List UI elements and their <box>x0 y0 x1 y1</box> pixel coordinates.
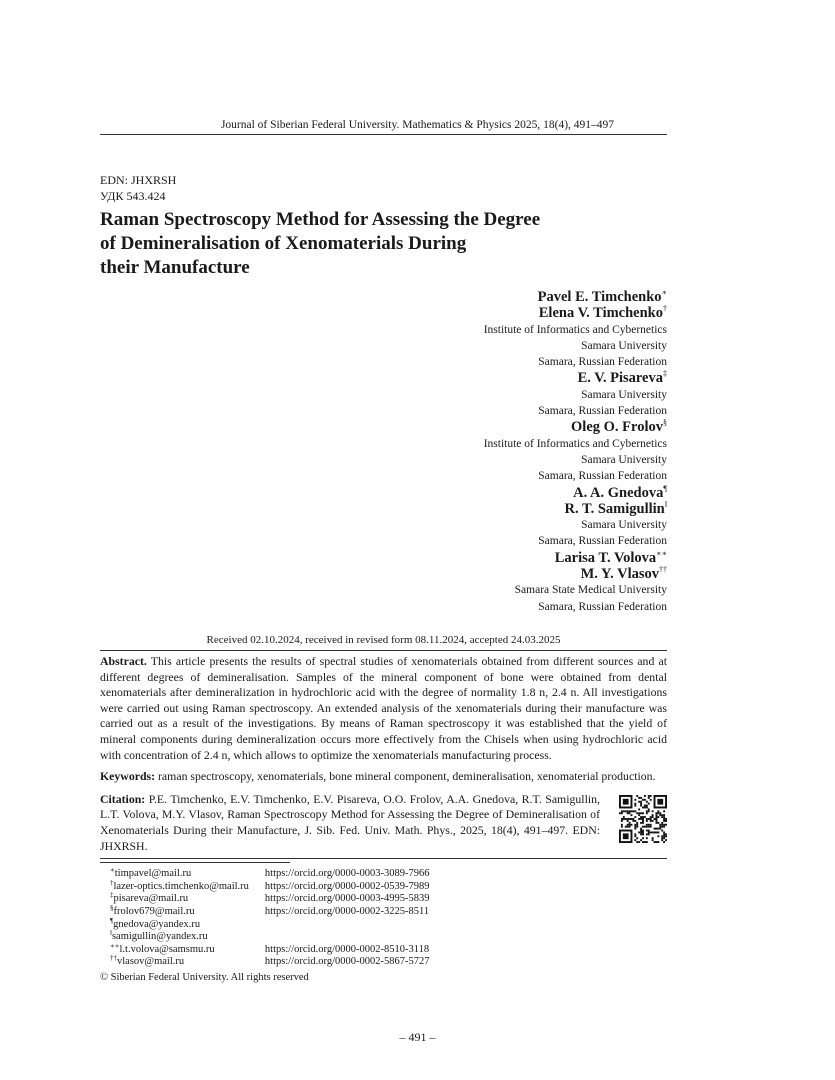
header-rule <box>100 134 667 135</box>
author-name <box>484 550 667 566</box>
received-dates: Received 02.10.2024, received in revised form 08.11.2024, accepted 24.03.2025 <box>206 634 561 646</box>
title-line: their Manufacture <box>100 257 250 278</box>
author-list <box>484 289 667 615</box>
footnote-mark: ‡ <box>663 369 667 379</box>
citation <box>100 792 600 854</box>
email-text[interactable]: lazer-optics.timchenko@mail.ru <box>113 880 249 892</box>
copyright: © Siberian Federal University. All rights reserved <box>100 971 309 983</box>
qr-code <box>619 795 667 843</box>
author-name <box>484 305 667 321</box>
footnote-mark: †† <box>659 565 667 575</box>
footnote-mark: ‡ <box>110 891 114 900</box>
page-number: – 491 – <box>399 1030 436 1044</box>
footnote-email[interactable] <box>110 878 249 894</box>
citation-rule <box>100 858 667 859</box>
orcid-link[interactable]: https://orcid.org/0000-0003-3089-7966 <box>264 868 430 880</box>
author-affiliation: Samara University <box>581 388 667 401</box>
footnote-email[interactable] <box>110 941 249 957</box>
keywords-text: raman spectroscopy, xenomaterials, bone mineral component, demineralisation, xenomaterial production. <box>158 769 656 784</box>
author-affiliation: Samara, Russian Federation <box>538 470 667 483</box>
author-name <box>484 289 667 305</box>
footnote-mark: ∗∗ <box>656 548 667 558</box>
footnotes <box>100 868 667 969</box>
footnote-mark: †† <box>110 954 117 963</box>
orcid-link[interactable]: https://orcid.org/0000-0002-5867-5727 <box>264 956 430 968</box>
author-name <box>484 485 667 501</box>
orcid-link[interactable] <box>265 931 430 944</box>
footnote-email[interactable] <box>110 956 249 969</box>
footnote-email[interactable] <box>110 931 249 944</box>
footnote-mark: ¶ <box>110 916 114 925</box>
footnote-mark: ‖ <box>664 499 667 509</box>
author-name-text: E. V. Pisareva <box>577 370 663 387</box>
abstract-text: This article presents the results of spectral studies of xenomaterials obtained from different sources and at different degrees of demineralisation. Samples of the mineral component of bone were obtained from dental xenomaterials after demineralization in hydrochloric acid with the degree of normality 1.8 n, 2.4 n. All investigations were carried out using Raman spectroscopy. An extended analysis of the xenomaterials during their manufacture was carried out as a result of the investigations. By means of Raman spectroscopy it was established that the yield of mineral components during demineralization occurs more effectively from the Chisels when using hydrochloric acid with concentration of 2.4 n, which allows to optimize the xenomaterials manufacturing process. <box>100 654 667 762</box>
orcid-link[interactable]: https://orcid.org/0000-0003-4995-5839 <box>264 893 430 905</box>
udk: УДК 543.424 <box>100 189 166 203</box>
email-text[interactable]: samigullin@yandex.ru <box>111 931 208 943</box>
author-name <box>484 501 667 517</box>
author-affiliation: Samara State Medical University <box>514 584 667 597</box>
author-name-text: M. Y. Vlasov <box>580 566 659 583</box>
author-name-text: Elena V. Timchenko <box>538 305 663 322</box>
author-name-text: Oleg O. Frolov <box>571 419 663 436</box>
author-affiliation: Institute of Informatics and Cybernetics <box>483 437 667 450</box>
email-text[interactable]: gnedova@yandex.ru <box>113 918 201 930</box>
author-affiliation: Samara University <box>581 453 667 466</box>
citation-label: Citation: <box>100 791 146 806</box>
keywords-label: Keywords: <box>100 769 156 784</box>
author-name-text: R. T. Samigullin <box>564 500 665 517</box>
author-name-text: Pavel E. Timchenko <box>537 289 662 305</box>
author-name-text: Larisa T. Volova <box>554 549 657 566</box>
edn: EDN: JHXRSH <box>100 173 177 187</box>
author-affiliation: Institute of Informatics and Cybernetics <box>483 323 667 336</box>
author-affiliation: Samara, Russian Federation <box>538 535 667 548</box>
footnote-mark: ¶ <box>663 483 667 493</box>
running-header: Journal of Siberian Federal University. Mathematics & Physics 2025, 18(4), 491–497 <box>220 119 615 131</box>
author-name <box>484 419 667 435</box>
abstract-label: Abstract. <box>100 654 147 668</box>
footnote-mark: ‖ <box>110 929 112 938</box>
title-line: Raman Spectroscopy Method for Assessing the Degree <box>100 209 541 230</box>
orcid-link[interactable]: https://orcid.org/0000-0002-8510-3118 <box>264 943 430 955</box>
abstract <box>100 654 667 763</box>
email-text[interactable]: pisareva@mail.ru <box>113 893 189 905</box>
email-text[interactable]: timpavel@mail.ru <box>114 868 192 880</box>
footnote-mark: ∗ <box>661 288 667 297</box>
keywords <box>100 769 667 785</box>
author-affiliation: Samara, Russian Federation <box>538 356 667 369</box>
footnote-email[interactable] <box>110 903 249 919</box>
footnote-rule <box>100 862 290 863</box>
orcid-link[interactable]: https://orcid.org/0000-0002-3225-8511 <box>264 905 430 917</box>
paper-title <box>100 208 660 280</box>
author-name <box>484 370 667 386</box>
footnote-email[interactable] <box>110 868 249 881</box>
email-text[interactable]: l.t.volova@samsmu.ru <box>119 943 215 955</box>
email-text[interactable]: vlasov@mail.ru <box>117 956 185 968</box>
footnote-mark: ∗∗ <box>110 941 120 950</box>
email-text[interactable]: frolov679@mail.ru <box>113 905 195 917</box>
author-affiliation: Samara, Russian Federation <box>538 405 667 418</box>
title-line: of Demineralisation of Xenomaterials During <box>100 233 467 254</box>
orcid-link[interactable] <box>265 919 430 932</box>
footnote-mark: † <box>110 878 114 887</box>
footnote-mark: † <box>663 304 667 314</box>
author-name <box>484 566 667 582</box>
footnote-email[interactable] <box>110 893 249 906</box>
author-affiliation: Samara University <box>581 339 667 352</box>
footnote-mark: § <box>110 903 114 912</box>
footnote-mark: ∗ <box>110 866 115 875</box>
citation-text: P.E. Timchenko, E.V. Timchenko, E.V. Pisareva, O.O. Frolov, A.A. Gnedova, R.T. Samigullin, L.T. Volova, M.Y. Vlasov, Raman Spectroscopy Method for Assessing the Degree of Demineralisation of Xenomaterials During their Manufacture, J. Sib. Fed. Univ. Math. Phys., 2025, 18(4), 491–497. EDN: JHXRSH. <box>100 791 600 853</box>
author-affiliation: Samara, Russian Federation <box>538 600 667 613</box>
orcid-link[interactable]: https://orcid.org/0000-0002-0539-7989 <box>264 880 430 892</box>
citation-block <box>100 792 667 854</box>
abstract-rule <box>100 650 667 651</box>
author-affiliation: Samara University <box>581 519 667 532</box>
footnote-mark: § <box>663 418 667 428</box>
footnote-email[interactable] <box>110 916 249 932</box>
author-name-text: A. A. Gnedova <box>573 484 664 501</box>
article-body <box>100 633 667 984</box>
